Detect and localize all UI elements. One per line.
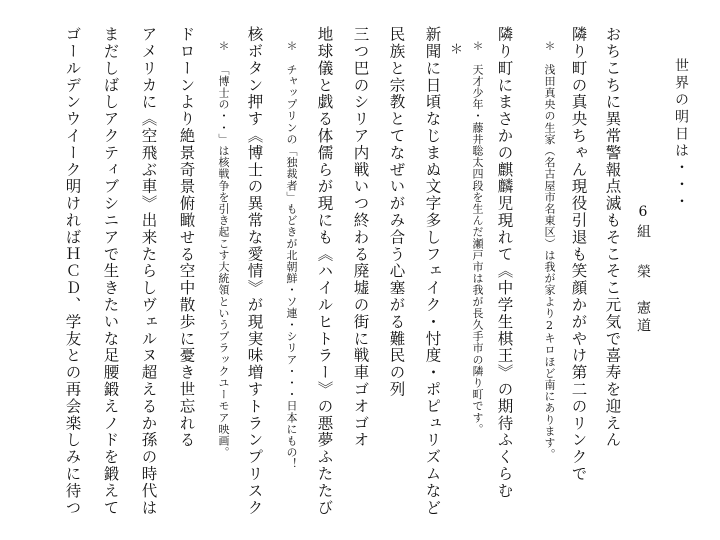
note-line bbox=[472, 40, 483, 435]
verse-line: 民族と宗教とてなぜいがみ合う心塞がる難民の列 bbox=[387, 26, 406, 398]
note-marker: ＊ bbox=[217, 40, 230, 52]
asterisk-mark: ＊ bbox=[447, 42, 462, 55]
verse-line: 隣り町にまさかの麒麟児現れて《中学生棋王》の期待ふくらむ bbox=[495, 26, 514, 500]
note-text: 「博士の・・」は核戦争を引き起こす大統領というブラックユーモア映画。 bbox=[217, 63, 230, 459]
author-line bbox=[636, 204, 650, 336]
poem-title: 世界の明日は・・・ bbox=[673, 58, 689, 211]
verse-line: 地球儀と戯る体儒らが現にも《ハイルヒトラー》の悪夢ふたたび bbox=[315, 26, 334, 517]
verse-line: 核ボタン押す《博士の異常な愛情》が現実味増すトランプリスク bbox=[245, 26, 264, 517]
verse-line: ゴールデンウイーク明ければＨＣＤ、学友との再会楽しみに待つ bbox=[63, 26, 82, 517]
verse-line: 新聞に日頃なじまぬ文字多しフェイク・忖度・ポピュリズムなど bbox=[423, 26, 442, 517]
note-text: 天才少年・藤井聡太四段を生んだ瀬戸市は我が長久手市の隣り町です。 bbox=[471, 63, 484, 435]
note-marker: ＊ bbox=[285, 40, 298, 52]
author-name: 榮 憲道 bbox=[635, 264, 651, 336]
verse-line: おちこちに異常警報点滅もそこそこ元気で喜寿を迎えん bbox=[603, 26, 622, 449]
note-line bbox=[286, 40, 297, 470]
verse-line: ドローンより絶景奇景俯瞰せる空中散歩に憂き世忘れる bbox=[177, 26, 196, 449]
note-text: チャップリンの「独裁者」もどきが北朝鮮・ソ連・シリア・・・日本にもの！ bbox=[285, 63, 298, 470]
note-marker: ＊ bbox=[543, 40, 556, 52]
author-class: 6組 bbox=[635, 204, 651, 242]
note-line bbox=[544, 40, 555, 460]
verse-line: アメリカに《空飛ぶ車》出来たらしヴェルヌ超えるか孫の時代は bbox=[139, 26, 158, 517]
note-marker: ＊ bbox=[471, 40, 484, 52]
verse-line: 隣り町の真央ちゃん現役引退も笑顔かがやけ第二のリンクで bbox=[569, 26, 588, 483]
verse-line: 三つ巴のシリア内戦いつ終わる廃墟の街に戦車ゴオゴオ bbox=[351, 26, 370, 449]
note-text: 浅田真央の生家（名古屋市名東区）は我が家より2キロほど南にあります。 bbox=[543, 63, 556, 461]
verse-line: まだしばしアクティブシニアで生きたいな足腰鍛えノドを鍛えて bbox=[101, 26, 120, 517]
note-line bbox=[218, 40, 229, 458]
